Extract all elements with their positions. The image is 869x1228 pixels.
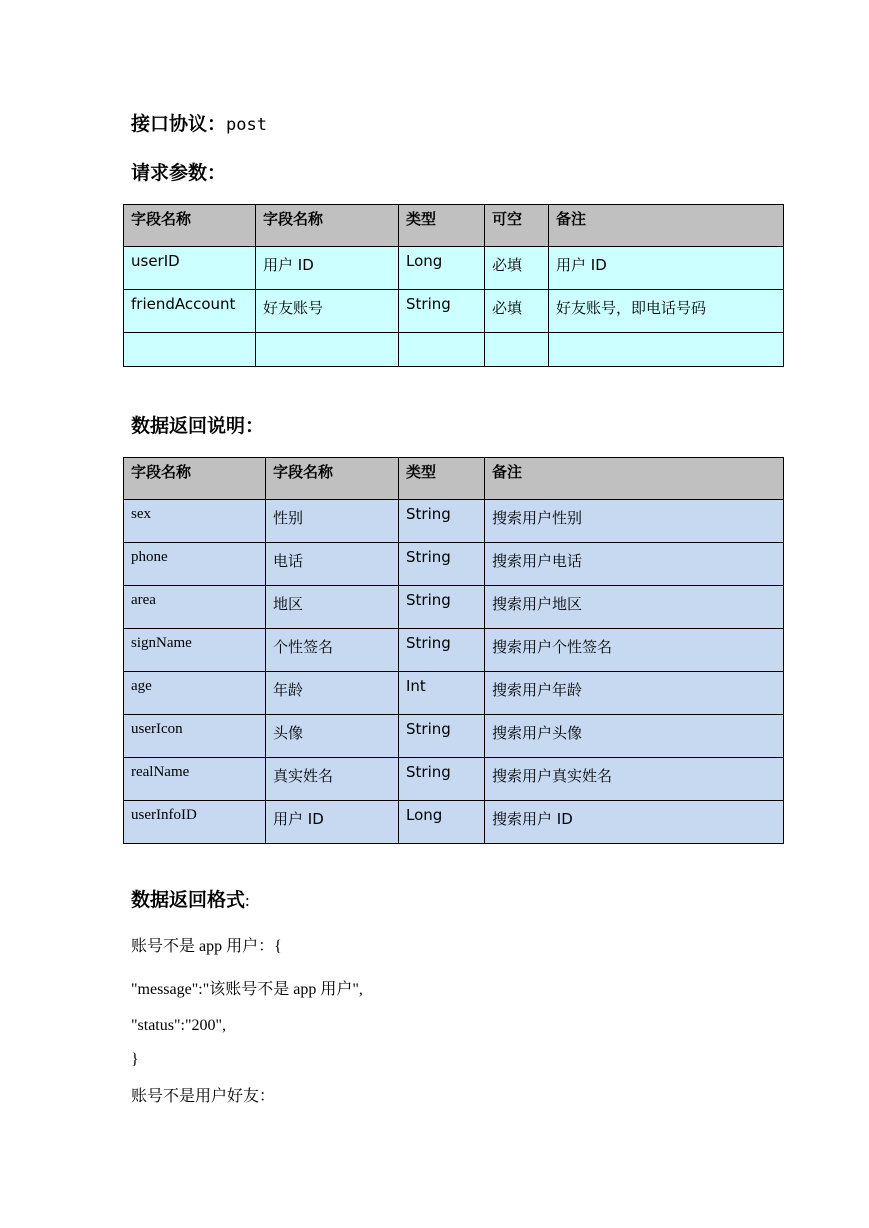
field-label-text: 用户 ID: [273, 810, 324, 828]
header-cell: 字段名称: [124, 205, 256, 247]
remark-text: 搜索用户个性签名: [492, 638, 613, 656]
remark-text: 用户 ID: [556, 256, 607, 274]
header-cell: 字段名称: [124, 458, 266, 500]
format-line: "status":"200",: [131, 1017, 227, 1034]
table-row: [124, 715, 784, 758]
remark-text: 搜索用户年龄: [492, 681, 583, 699]
header-cell: 备注: [549, 205, 784, 247]
field-label-cell: [256, 290, 399, 333]
nullable-cell: [485, 290, 549, 333]
table-header-row: [124, 458, 784, 500]
response-fields-table: [123, 457, 784, 844]
format-heading-colon: :: [245, 891, 250, 910]
empty-cell: [485, 333, 549, 367]
field-name-cell: userID: [124, 247, 256, 290]
field-label-text: 用户 ID: [263, 256, 314, 274]
field-label-cell: [266, 715, 399, 758]
remark-text: 搜索用户真实姓名: [492, 767, 613, 785]
field-name-cell: phone: [124, 543, 266, 586]
field-name-cell: sex: [124, 500, 266, 543]
protocol-heading: [131, 112, 267, 137]
table-row: [124, 672, 784, 715]
table-row: [124, 247, 784, 290]
field-name-cell: userIcon: [124, 715, 266, 758]
request-heading: 请求参数：: [131, 162, 227, 184]
nullable-text: 必填: [492, 256, 523, 274]
type-cell: Long: [399, 801, 485, 844]
empty-cell: [399, 333, 485, 367]
remark-text: 搜索用户地区: [492, 595, 583, 613]
type-cell: String: [399, 543, 485, 586]
remark-cell: [485, 672, 784, 715]
empty-cell: [256, 333, 399, 367]
header-cell: 类型: [399, 458, 485, 500]
format-heading-text: 数据返回格式: [131, 889, 246, 911]
request-params-table: [123, 204, 784, 367]
field-label-text: 头像: [273, 724, 304, 742]
field-label-cell: [266, 543, 399, 586]
table-header-row: [124, 205, 784, 247]
table-row: [124, 543, 784, 586]
protocol-label: 接口协议：: [131, 113, 227, 135]
remark-cell: [485, 715, 784, 758]
table-row: [124, 290, 784, 333]
field-name-cell: userInfoID: [124, 801, 266, 844]
type-cell: String: [399, 629, 485, 672]
response-heading: 数据返回说明：: [131, 415, 265, 437]
remark-text: 搜索用户 ID: [492, 810, 573, 828]
field-label-cell: [256, 247, 399, 290]
table-row: [124, 333, 784, 367]
table-row: [124, 586, 784, 629]
remark-cell: [485, 586, 784, 629]
field-name-cell: area: [124, 586, 266, 629]
format-line: "message":"该账号不是 app 用户",: [131, 981, 363, 998]
type-cell: String: [399, 758, 485, 801]
empty-cell: [124, 333, 256, 367]
type-cell: String: [399, 500, 485, 543]
field-label-text: 好友账号: [263, 299, 324, 317]
header-cell: 字段名称: [266, 458, 399, 500]
field-label-cell: [266, 586, 399, 629]
type-cell: Int: [399, 672, 485, 715]
field-label-text: 电话: [273, 552, 304, 570]
format-line: 账号不是用户好友：: [131, 1088, 276, 1105]
field-label-text: 年龄: [273, 681, 304, 699]
remark-cell: [485, 543, 784, 586]
protocol-value: post: [226, 115, 267, 135]
field-name-cell: age: [124, 672, 266, 715]
remark-text: 搜索用户性别: [492, 509, 583, 527]
header-cell: 备注: [485, 458, 784, 500]
remark-cell: [485, 758, 784, 801]
type-cell: Long: [399, 247, 485, 290]
header-cell: 可空: [485, 205, 549, 247]
nullable-cell: [485, 247, 549, 290]
type-cell: String: [399, 586, 485, 629]
empty-cell: [549, 333, 784, 367]
field-label-cell: [266, 629, 399, 672]
remark-text: 好友账号，即电话号码: [556, 299, 707, 317]
field-label-text: 个性签名: [273, 638, 334, 656]
format-heading: [131, 888, 250, 913]
remark-cell: [485, 801, 784, 844]
type-cell: String: [399, 290, 485, 333]
format-line: 账号不是 app 用户：{: [131, 938, 282, 955]
type-cell: String: [399, 715, 485, 758]
nullable-text: 必填: [492, 299, 523, 317]
remark-text: 搜索用户头像: [492, 724, 583, 742]
header-cell: 字段名称: [256, 205, 399, 247]
header-cell: 类型: [399, 205, 485, 247]
remark-cell: [549, 290, 784, 333]
table-row: [124, 758, 784, 801]
field-name-cell: friendAccount: [124, 290, 256, 333]
table-row: [124, 500, 784, 543]
remark-cell: [485, 500, 784, 543]
field-name-cell: signName: [124, 629, 266, 672]
field-label-text: 性别: [273, 509, 304, 527]
remark-cell: [485, 629, 784, 672]
field-label-text: 地区: [273, 595, 304, 613]
field-label-cell: [266, 500, 399, 543]
field-name-cell: realName: [124, 758, 266, 801]
field-label-cell: [266, 801, 399, 844]
table-row: [124, 801, 784, 844]
remark-cell: [549, 247, 784, 290]
field-label-cell: [266, 758, 399, 801]
format-line: }: [131, 1051, 139, 1068]
field-label-cell: [266, 672, 399, 715]
field-label-text: 真实姓名: [273, 767, 334, 785]
remark-text: 搜索用户电话: [492, 552, 583, 570]
table-row: [124, 629, 784, 672]
